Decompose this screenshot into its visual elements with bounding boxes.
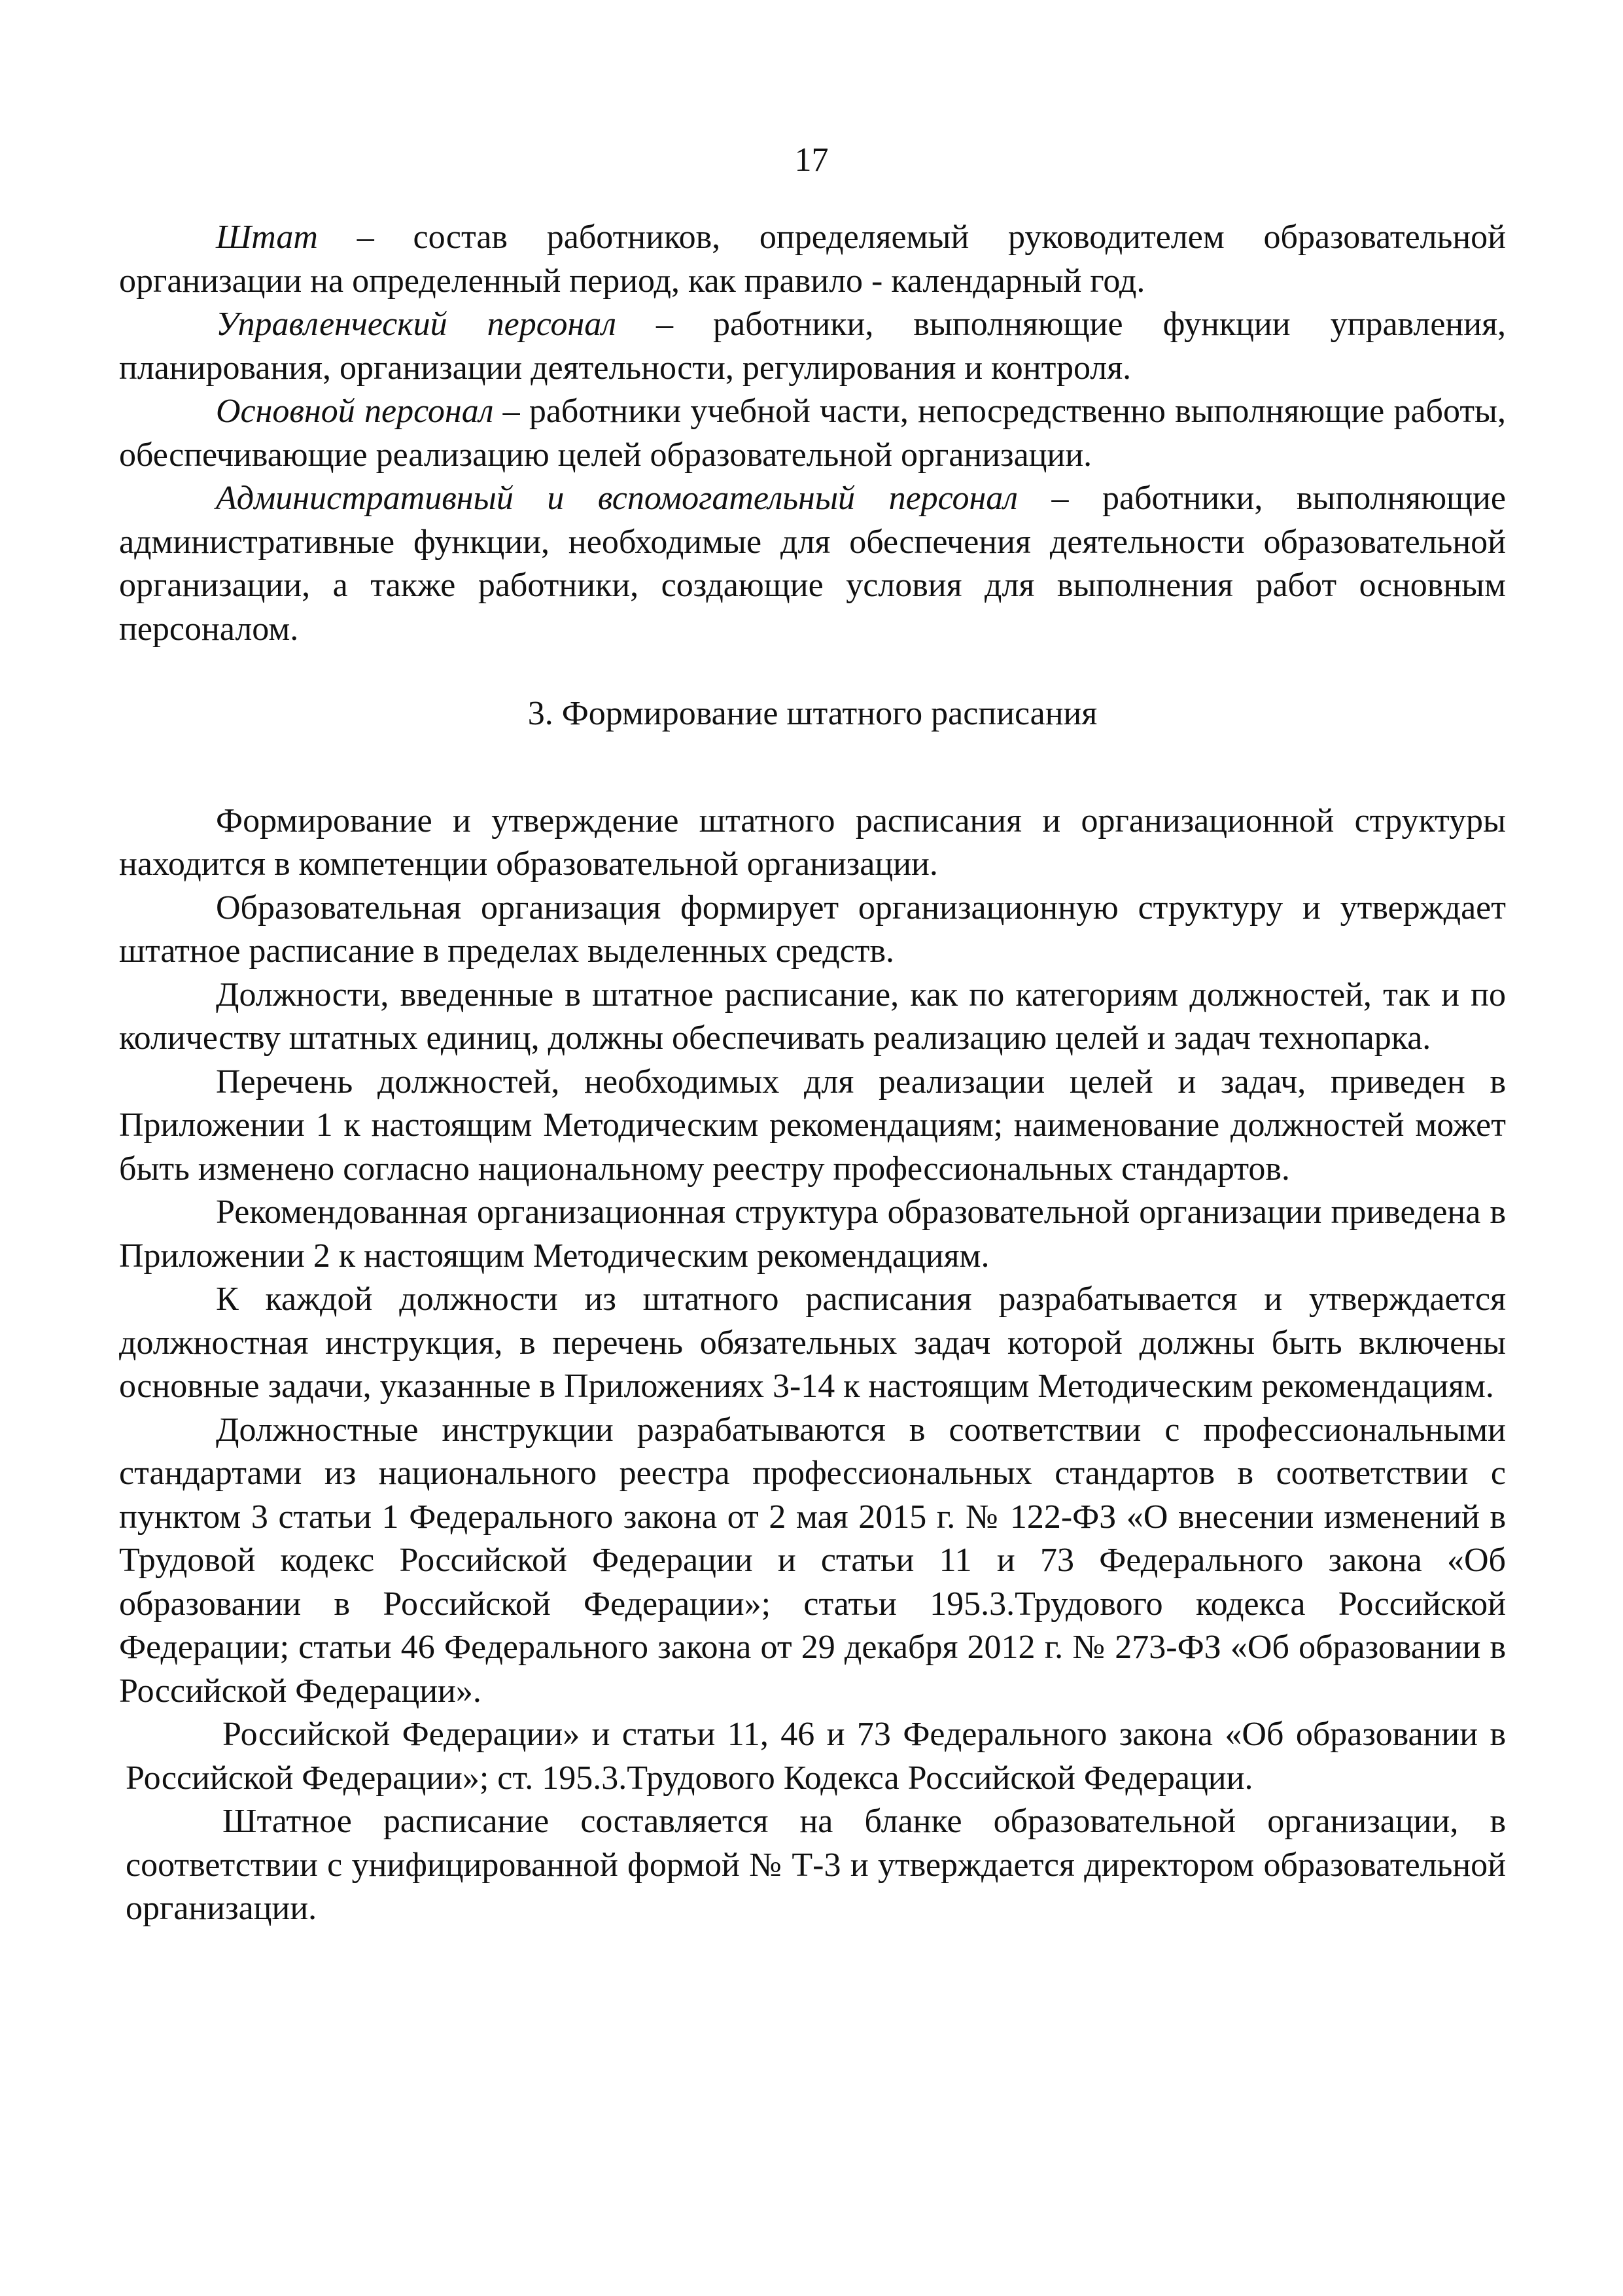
- body-paragraph: Должности, введенные в штатное расписание, как по категориям должностей, так и по количеству штатных единиц, должны обеспечивать реализацию целей и задач технопарка.: [119, 976, 1506, 1057]
- definition-text: – состав работников, определяемый руководителем образовательной организации на определенный период, как правило - календарный год.: [119, 219, 1506, 300]
- body-paragraph: Рекомендованная организационная структура образовательной организации приведена в Приложении 2 к настоящим Методическим рекомендациям.: [119, 1193, 1506, 1275]
- document-body: [119, 216, 1506, 1931]
- section-heading: 3. Формирование штатного расписания: [527, 695, 1098, 732]
- body-paragraph: Образовательная организация формирует организационную структуру и утверждает штатное расписание в пределах выделенных средств.: [119, 889, 1506, 970]
- definition-text: – работники учебной части, непосредственно выполняющие работы, обеспечивающие реализацию целей образовательной организации.: [119, 393, 1506, 474]
- definition-term: Административный и вспомогательный персонал: [216, 480, 1018, 517]
- definition-paragraph: [119, 303, 1506, 390]
- definition-paragraph: [119, 390, 1506, 477]
- definition-paragraph: [119, 477, 1506, 651]
- body-paragraph: Российской Федерации» и статьи 11, 46 и 73 Федерального закона «Об образовании в Российской Федерации»; ст. 195.3.Трудового Кодекса Российской Федерации.: [126, 1716, 1506, 1797]
- body-paragraph: Штатное расписание составляется на бланке образовательной организации, в соответствии с унифицированной формой № Т-3 и утверждается директором образовательной организации.: [126, 1803, 1506, 1927]
- body-paragraph: Формирование и утверждение штатного расписания и организационной структуры находится в компетенции образовательной организации.: [119, 802, 1506, 883]
- body-paragraph: К каждой должности из штатного расписания разрабатывается и утверждается должностная инструкция, в перечень обязательных задач которой должны быть включены основные задачи, указанные в Приложениях 3-14 к настоящим Методическим рекомендациям.: [119, 1280, 1506, 1405]
- body-paragraph: Перечень должностей, необходимых для реализации целей и задач, приведен в Приложении 1 к настоящим Методическим рекомендациям; наименование должностей может быть изменено согласно национальному реестру профессиональных стандартов.: [119, 1063, 1506, 1188]
- definition-text: – работники, выполняющие функции управления, планирования, организации деятельности, регулирования и контроля.: [119, 306, 1506, 387]
- definition-text: – работники, выполняющие административные функции, необходимые для обеспечения деятельности образовательной организации, а также работники, создающие условия для выполнения работ основным персоналом.: [119, 480, 1507, 648]
- definition-term: Штат: [216, 219, 318, 256]
- body-paragraph: Должностные инструкции разрабатываются в соответствии с профессиональными стандартами из национального реестра профессиональных стандартов в соответствии с пунктом 3 статьи 1 Федерального закона от 2 мая 2015 г. № 122-ФЗ «О внесении изменений в Трудовой кодекс Российской Федерации и статьи 11 и 73 Федерального закона «Об образовании в Российской Федерации»; статьи 195.3.Трудового кодекса Российской Федерации; статьи 46 Федерального закона от 29 декабря 2012 г. № 273-ФЗ «Об образовании в Российской Федерации».: [119, 1411, 1506, 1710]
- definition-paragraph: [119, 216, 1506, 303]
- definition-term: Основной персонал: [216, 393, 494, 430]
- page-number: 17: [794, 141, 829, 179]
- definition-term: Управленческий персонал: [216, 306, 616, 343]
